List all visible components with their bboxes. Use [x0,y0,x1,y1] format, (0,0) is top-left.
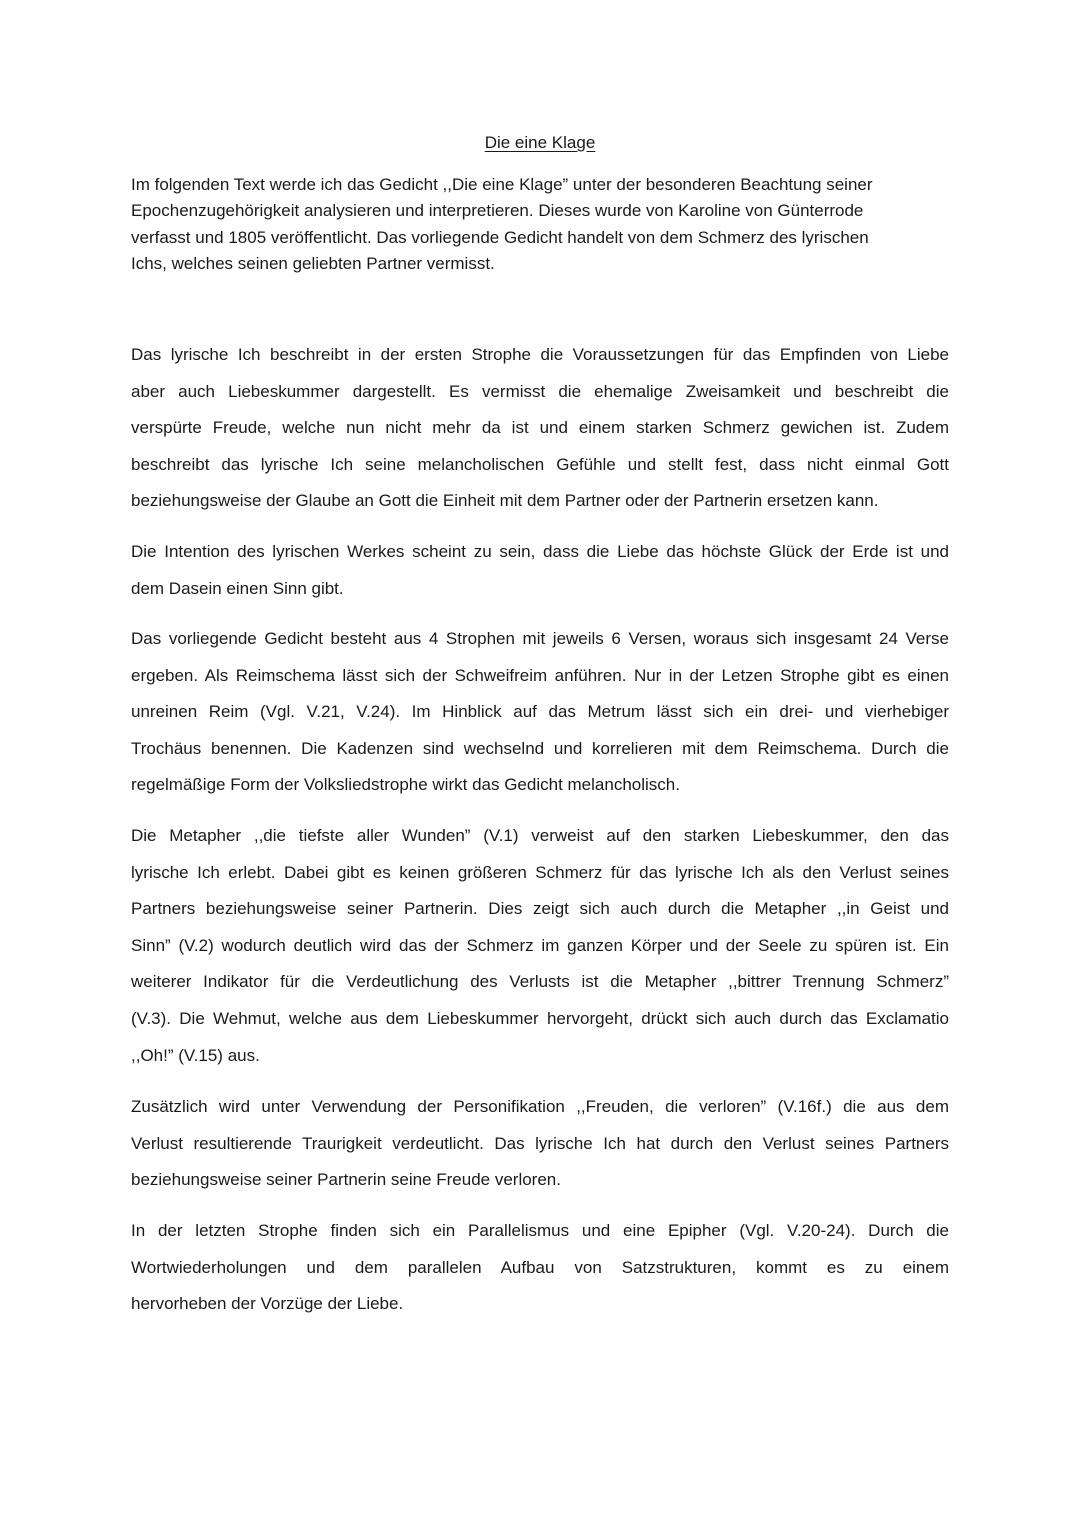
text-line: hervorheben der Vorzüge der Liebe. [131,1294,404,1314]
text-line: Partners beziehungsweise seiner Partnerin. Dies zeigt sich auch durch die Metapher ,,in Geist und [131,899,949,919]
body-paragraph [131,621,949,804]
text-line: Wortwiederholungen und dem parallelen Aufbau von Satzstrukturen, kommt es zu einem [131,1257,949,1277]
text-line: Zusätzlich wird unter Verwendung der Personifikation ,,Freuden, die verloren” (V.16f.) die aus dem [131,1097,949,1116]
text-line: verspürte Freude, welche nun nicht mehr da ist und einem starken Schmerz gewichen ist. Zudem [131,418,949,438]
body-paragraph [131,337,949,520]
text-line: aber auch Liebeskummer dargestellt. Es vermisst die ehemalige Zweisamkeit und beschreibt die [131,381,949,401]
body-paragraph [131,818,949,1074]
text-line: Trochäus benennen. Die Kadenzen sind wechselnd und korrelieren mit dem Reimschema. Durch die [131,738,949,758]
text-line: In der letzten Strophe finden sich ein Parallelismus und eine Epipher (Vgl. V.20-24). Durch die [131,1221,949,1240]
body-paragraph [131,1213,949,1323]
text-line: Das vorliegende Gedicht besteht aus 4 Strophen mit jeweils 6 Versen, woraus sich insgesamt 24 Verse [131,629,949,648]
text-line: beziehungsweise der Glaube an Gott die Einheit mit dem Partner oder der Partnerin ersetzen kann. [131,491,879,511]
text-line: unreinen Reim (Vgl. V.21, V.24). Im Hinblick auf das Metrum lässt sich ein drei- und vierhebiger [131,702,949,722]
body-paragraph [131,534,949,607]
text-line: Das lyrische Ich beschreibt in der ersten Strophe die Voraussetzungen für das Empfinden von Liebe [131,345,949,364]
text-line: Im folgenden Text werde ich das Gedicht ,,Die eine Klage” unter der besonderen Beachtung seiner [131,175,873,194]
text-line: Ichs, welches seinen geliebten Partner vermisst. [131,253,495,273]
text-line: dem Dasein einen Sinn gibt. [131,578,344,598]
text-line: Die Intention des lyrischen Werkes scheint zu sein, dass die Liebe das höchste Glück der Erde ist und [131,542,949,561]
intro-paragraph [131,172,951,277]
text-line: Verlust resultierende Traurigkeit verdeutlicht. Das lyrische Ich hat durch den Verlust seines Partners [131,1133,949,1153]
text-line: Sinn” (V.2) wodurch deutlich wird das der Schmerz im ganzen Körper und der Seele zu spüren ist. Ein [131,935,949,955]
text-line: weiterer Indikator für die Verdeutlichung des Verlusts ist die Metapher ,,bittrer Trennung Schmerz” [131,972,949,992]
text-line: beziehungsweise seiner Partnerin seine Freude verloren. [131,1170,561,1190]
text-line: verfasst und 1805 veröffentlicht. Das vorliegende Gedicht handelt von dem Schmerz des lyrischen [131,227,869,247]
text-line: regelmäßige Form der Volksliedstrophe wirkt das Gedicht melancholisch. [131,775,680,795]
document-title: Die eine Klage [484,133,596,152]
body-paragraph [131,1089,949,1199]
text-line: lyrische Ich erlebt. Dabei gibt es keinen größeren Schmerz für das lyrische Ich als den Verlust seines [131,862,949,882]
text-line: Epochenzugehörigkeit analysieren und interpretieren. Dieses wurde von Karoline von Günterrode [131,201,864,221]
text-line: (V.3). Die Wehmut, welche aus dem Liebeskummer hervorgeht, drückt sich auch durch das Exclamatio [131,1008,949,1028]
text-line: beschreibt das lyrische Ich seine melancholischen Gefühle und stellt fest, dass nicht einmal Gott [131,454,949,474]
text-line: ,,Oh!” (V.15) aus. [131,1045,260,1065]
text-line: Die Metapher ,,die tiefste aller Wunden” (V.1) verweist auf den starken Liebeskummer, den das [131,826,949,845]
text-line: ergeben. Als Reimschema lässt sich der Schweifreim anführen. Nur in der Letzen Strophe gibt es einen [131,665,949,685]
